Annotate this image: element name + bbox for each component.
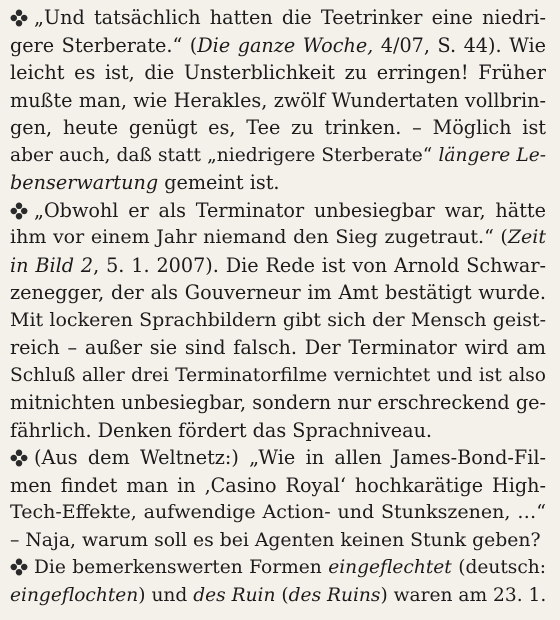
text-line [10,362,546,390]
text-line [10,334,546,362]
text-line [10,114,546,142]
text-segment: mußte man, wie Herakles, zwölf Wundertaten vollbrin- [10,88,546,112]
text-segment: Die ganze Woche, [197,33,374,57]
text-segment: gemeint ist. [158,171,280,194]
text-segment: reich – außer sie sind falsch. Der Terminator wird am [10,336,546,359]
text-segment: ) und [138,584,194,606]
text-segment: des Ruin [193,584,276,606]
text-line [10,197,546,225]
text-line [10,472,546,500]
text-segment: „Obwohl er als Terminator unbesiegbar war, hätte [34,198,546,222]
text-segment: ihm vor einem Jahr niemand den Sieg zugetraut.“ ( [10,226,508,248]
text-segment: fährlich. Denken fördert das Sprachniveau. [10,418,433,442]
text-segment: gen, heute genügt es, Tee zu trinken. – Möglich ist [10,116,546,139]
text-segment: „Und tatsächlich hatten die Teetrinker eine niedri- [34,6,546,29]
text-line [10,307,546,335]
text-segment: längere Le- [438,144,546,166]
text-segment: 4/07, S. 44). Wie [373,33,546,57]
text-segment: , 5. 1. 2007). Die Rede ist von Arnold Schwar- [93,253,546,277]
text-segment: ( [275,584,289,606]
text-segment: men findet man in ‚Casino Royal‘ hochkarätige High- [10,473,546,497]
text-line [10,444,546,472]
ornament-icon [10,558,28,576]
text-line [10,224,546,252]
text-segment: Tech-Effekte, aufwendige Action- und Stunkszenen, …“ [10,501,546,523]
text-line [10,389,546,417]
ornament-icon [10,9,28,27]
text-line [10,417,546,445]
text-segment: aber auch, daß statt „niedrigere Sterberate“ [10,144,439,166]
text-line [10,142,546,170]
text-segment: des Ruins [288,584,381,606]
text-segment: (Aus dem Weltnetz:) „Wie in allen James-Bond-Fil- [34,446,546,469]
text-segment: zenegger, der als Gouverneur im Amt bestätigt wurde. [10,281,546,304]
text-segment: benserwartung [10,171,159,194]
text-segment: leicht es ist, die Unsterblichkeit zu erringen! Früher [10,61,546,84]
text-segment: Schluß aller drei Terminatorfilme vernichtet und ist also [10,364,546,386]
text-segment: Die bemerkenswerten Formen [34,557,329,578]
text-segment: gere Sterberate.“ ( [10,33,198,57]
ornament-icon [10,449,28,467]
text-segment: ) waren am 23. 1. [380,584,546,606]
text-line [10,279,546,307]
text-line [10,554,546,582]
text-line [10,527,546,555]
text-line [10,252,546,280]
text-line [10,582,546,610]
text-line [10,32,546,60]
text-line [10,499,546,527]
text-segment: (deutsch: [451,557,546,578]
text-line [10,87,546,115]
text-segment: eingeflechtet [328,557,452,578]
text-line [10,4,546,32]
text-line [10,59,546,87]
text-segment: in Bild 2 [10,253,94,277]
text-segment: Mit lockeren Sprachbildern gibt sich der Mensch geist- [10,308,546,331]
text-segment: Zeit [507,226,546,248]
ornament-icon [10,202,28,220]
text-segment: mitnichten unbesiegbar, sondern nur erschreckend ge- [10,391,546,414]
text-segment: – Naja, warum soll es bei Agenten keinen Stunk geben? [10,529,541,551]
text-segment: eingeflochten [10,584,139,606]
text-line [10,169,546,197]
